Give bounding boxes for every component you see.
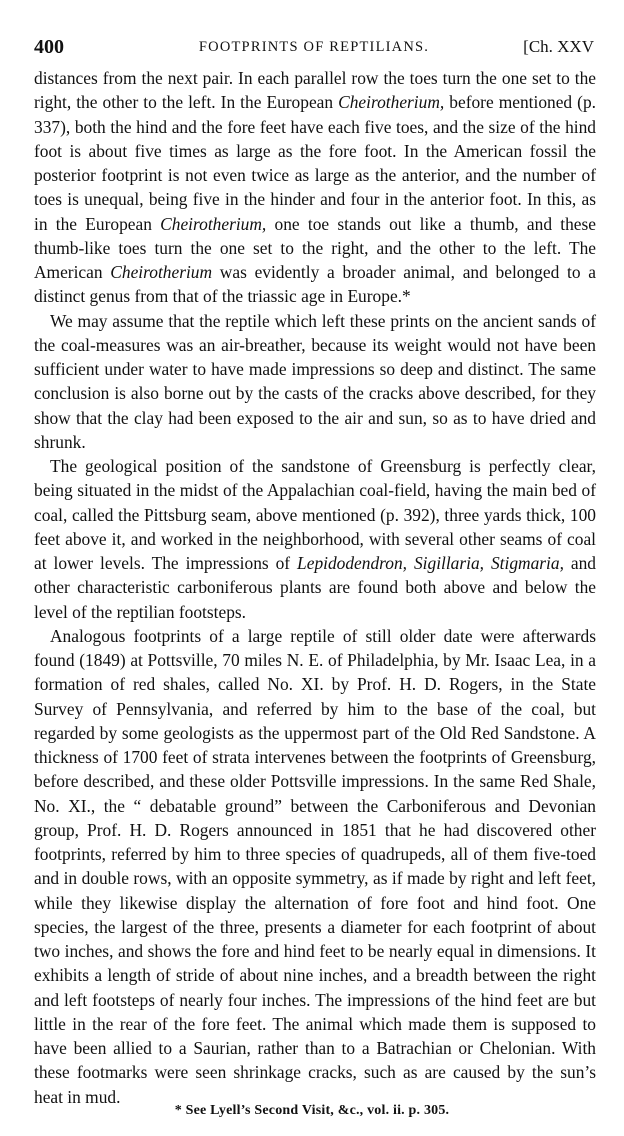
text-run: Analogous footprints of a large reptile of still older date were afterwards found (1849) at Pottsville, 70 miles N. E. of Philadelphia, by Mr. Isaac Lea, in a formation of red shales, called No. XI. by Prof. H. D. Rogers, in the State Survey of Pennsylvania, and referred by him to the base of the coal, but regarded by some geologists as the uppermost part of the Old Red Sandstone. A thickness of 1700 feet of strata intervenes between the footprints of Greensburg, before described, and these older Pottsville impressions. In the same Red Shale, No. XI., the “ debatable ground” between the Carboniferous and Devonian group, Prof. H. D. Rogers announced in 1851 that he had discovered other footprints, referred by him to three species of quadrupeds, all of them five-toed and in double rows, with an opposite symmetry, as if made by right and left feet, while they likewise display the alternation of fore foot and hind foot. One species, the largest of the three, presents a diameter for each footprint of about two inches, and shows the fore and hind feet to be nearly equal in dimensions. It exhibits a length of stride of about nine inches, and a breadth between the right and left footsteps of nearly four inches. The impressions of the hind feet are but little in the rear of the fore feet. The animal which made them is supposed to have been allied to a Saurian, rather than to a Batrachian or Chelonian. With these footmarks were seen shrinkage cracks, such as are caused by the sun’s heat in mud. [34,625,596,1107]
text-run: distances from the next pair. In each parallel row the toes turn the one set to the right, the other to the left. In the European [34,68,596,113]
text-run: and other characteristic carboniferous plants are found both above and below the level of the reptilian footsteps. [34,553,596,622]
paragraph [34,309,596,455]
paragraph [34,454,596,624]
chapter-marker: [Ch. XXV [523,37,594,56]
page-header [34,36,594,60]
italic-term: Lepidodendron, Sigillaria, Stigmaria, [297,553,564,573]
italic-term: Cheirotherium [110,262,213,282]
text-run: was evidently a broader animal, and belonged to a distinct genus from that of the triassic age in Europe.* [34,262,596,307]
running-title: FOOTPRINTS OF REPTILIANS. [198,39,430,55]
body-text [34,66,596,1109]
paragraph [34,66,596,309]
paragraph [34,624,596,1109]
text-run: The geological position of the sandstone of Greensburg is perfectly clear, being situated in the midst of the Appalachian coal-field, having the main bed of coal, called the Pittsburg seam, above mentioned (p. 392), three yards thick, 100 feet above it, and worked in the neighborhood, with several other seams of coal at lower levels. The impressions of [34,456,596,573]
text-run: before mentioned (p. 337), both the hind and the fore feet have each five toes, and the size of the hind foot is about five times as large as the fore foot. In the American fossil the posterior footprint is not even twice as large as the anterior, and the number of toes is unequal, being five in the hinder and four in the anterior foot. In this, as in the European [34,92,596,234]
page-number: 400 [34,36,64,58]
text-run: We may assume that the reptile which left these prints on the ancient sands of the coal-measures was an air-breather, because its weight would not have been sufficient under water to have made impressions so deep and distinct. The same conclusion is also borne out by the casts of the cracks above described, for they show that the clay had been exposed to the air and sun, so as to have dried and shrunk. [34,310,596,452]
italic-term: Cheirotherium, [160,213,267,234]
footnote: * See Lyell’s Second Visit, &c., vol. ii. p. 305. [174,1103,450,1118]
text-run: one toe stands out like a thumb, and these thumb-like toes turn the one set to the right, and the other to the left. The American [34,213,596,282]
italic-term: Cheirotherium, [338,92,445,113]
